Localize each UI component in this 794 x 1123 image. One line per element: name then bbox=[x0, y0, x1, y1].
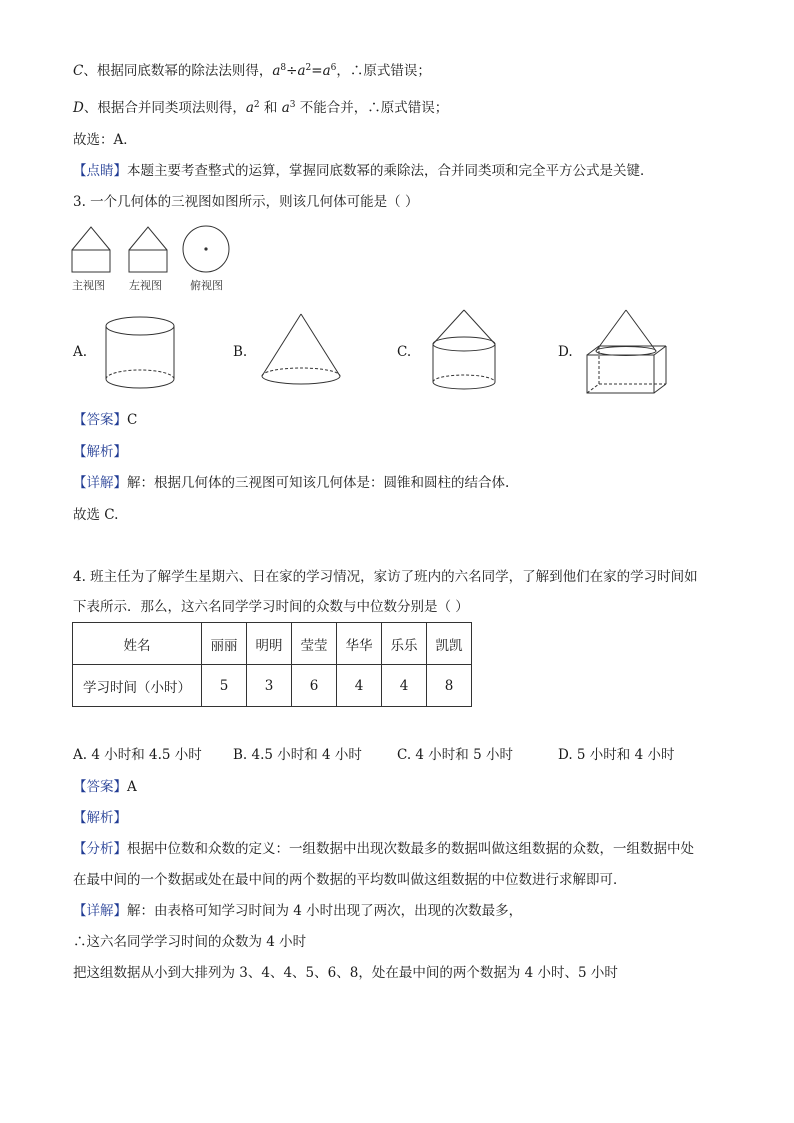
expr-op: ÷ bbox=[286, 63, 298, 79]
detail-tag: 【详解】 bbox=[73, 903, 127, 919]
q3-option-a-label: A. bbox=[73, 344, 88, 360]
detail-text: 解：根据几何体的三视图可知该几何体是：圆锥和圆柱的结合体. bbox=[127, 475, 510, 491]
fenxi-tag: 【分析】 bbox=[73, 841, 127, 857]
expr-var: a bbox=[281, 100, 290, 116]
table-cell: 华华 bbox=[337, 623, 382, 665]
q3-answer-line bbox=[73, 411, 137, 429]
option-c-text: 、根据同底数幂的除法法则得， bbox=[83, 63, 273, 79]
option-c-tail: ，∴原式错误； bbox=[336, 63, 431, 79]
review-line bbox=[73, 162, 654, 180]
q3-detail-line bbox=[73, 474, 509, 492]
q4-detail-line1 bbox=[73, 902, 522, 920]
cone-box-figure bbox=[585, 308, 669, 396]
answer-tag: 【答案】 bbox=[73, 412, 127, 428]
table-cell: 乐乐 bbox=[382, 623, 427, 665]
table-cell: 莹莹 bbox=[292, 623, 337, 665]
detail-tag: 【详解】 bbox=[73, 475, 127, 491]
q4-detail-line3: 把这组数据从小到大排列为 3、4、4、5、6、8，处在最中间的两个数据为 4 小时、5 小时 bbox=[73, 965, 618, 981]
cone-cylinder-figure bbox=[430, 308, 500, 394]
expr-exponent: 8 bbox=[280, 63, 287, 73]
line-option-d bbox=[73, 99, 448, 117]
answer-value: A bbox=[127, 779, 137, 795]
q4-option-d: D. 5 小时和 4 小时 bbox=[558, 747, 675, 763]
front-view-label: 主视图 bbox=[72, 279, 105, 292]
expr-and: 和 bbox=[259, 100, 282, 116]
expr-var: a bbox=[245, 100, 254, 116]
table-cell: 6 bbox=[292, 665, 337, 707]
q3-question: 3. 一个几何体的三视图如图所示，则该几何体可能是（ ） bbox=[73, 194, 419, 210]
front-view-shape bbox=[72, 227, 110, 272]
expr-var: a bbox=[322, 63, 331, 79]
three-views-figure bbox=[72, 224, 232, 276]
table-cell: 学习时间（小时） bbox=[73, 665, 202, 707]
option-d-letter: D bbox=[73, 100, 84, 116]
table-cell: 4 bbox=[337, 665, 382, 707]
q3-option-c-label: C. bbox=[397, 344, 412, 360]
table-header-row bbox=[73, 623, 472, 665]
table-row bbox=[73, 665, 472, 707]
option-d-text: 、根据合并同类项法则得， bbox=[83, 100, 246, 116]
review-tag: 【点睛】 bbox=[73, 163, 127, 179]
side-view-shape bbox=[129, 227, 167, 272]
answer-tag: 【答案】 bbox=[73, 779, 127, 795]
q3-choose-line: 故选 C. bbox=[73, 507, 119, 523]
q4-question-line2: 下表所示．那么，这六名同学学习时间的众数与中位数分别是（ ） bbox=[73, 599, 469, 615]
q4-analysis-tag: 【解析】 bbox=[73, 810, 127, 826]
table-cell: 3 bbox=[247, 665, 292, 707]
fenxi-text: 根据中位数和众数的定义：一组数据中出现次数最多的数据叫做这组数据的众数，一组数据中处 bbox=[127, 841, 694, 857]
q4-option-c: C. 4 小时和 5 小时 bbox=[397, 747, 513, 763]
q3-option-b-label: B. bbox=[233, 344, 248, 360]
q3-analysis-tag: 【解析】 bbox=[73, 444, 127, 460]
option-c-letter: C bbox=[73, 63, 84, 79]
q4-detail-line2: ∴这六名同学学习时间的众数为 4 小时 bbox=[73, 934, 307, 950]
expr-var: a bbox=[272, 63, 281, 79]
q4-option-b: B. 4.5 小时和 4 小时 bbox=[233, 747, 362, 763]
table-cell: 5 bbox=[202, 665, 247, 707]
expr-op: = bbox=[311, 63, 323, 79]
answer-value: C bbox=[127, 412, 138, 428]
table-cell: 4 bbox=[382, 665, 427, 707]
option-d-tail: 不能合并，∴原式错误； bbox=[295, 100, 449, 116]
expr-exponent: 3 bbox=[289, 100, 296, 110]
top-view-label: 俯视图 bbox=[190, 279, 223, 292]
expr-exponent: 2 bbox=[253, 100, 260, 110]
table-cell: 丽丽 bbox=[202, 623, 247, 665]
expr-exponent: 2 bbox=[305, 63, 312, 73]
q4-answer-line bbox=[73, 778, 137, 796]
table-cell: 凯凯 bbox=[427, 623, 472, 665]
review-text: 本题主要考查整式的运算，掌握同底数幂的乘除法，合并同类项和完全平方公式是关键． bbox=[127, 163, 654, 179]
top-view-shape bbox=[183, 226, 229, 272]
expr-var: a bbox=[297, 63, 306, 79]
line-option-c bbox=[73, 62, 431, 80]
choose-line-q2: 故选：A． bbox=[73, 132, 137, 148]
side-view-label: 左视图 bbox=[129, 279, 162, 292]
q4-fenxi-line1 bbox=[73, 840, 694, 858]
cone-figure bbox=[260, 312, 342, 388]
q4-question-line1: 4. 班主任为了解学生星期六、日在家的学习情况，家访了班内的六名同学，了解到他们在家的学习时间如 bbox=[73, 569, 698, 585]
study-time-table bbox=[72, 622, 472, 707]
q4-fenxi-line2: 在最中间的一个数据或处在最中间的两个数据的平均数叫做这组数据的中位数进行求解即可． bbox=[73, 872, 627, 888]
detail-text: 解：由表格可知学习时间为 4 小时出现了两次，出现的次数最多， bbox=[127, 903, 523, 919]
table-cell: 8 bbox=[427, 665, 472, 707]
expr-exponent: 6 bbox=[330, 63, 337, 73]
table-cell: 姓名 bbox=[73, 623, 202, 665]
q4-option-a: A. 4 小时和 4.5 小时 bbox=[73, 747, 202, 763]
cylinder-figure bbox=[104, 316, 176, 392]
q3-option-d-label: D. bbox=[558, 344, 573, 360]
table-cell: 明明 bbox=[247, 623, 292, 665]
